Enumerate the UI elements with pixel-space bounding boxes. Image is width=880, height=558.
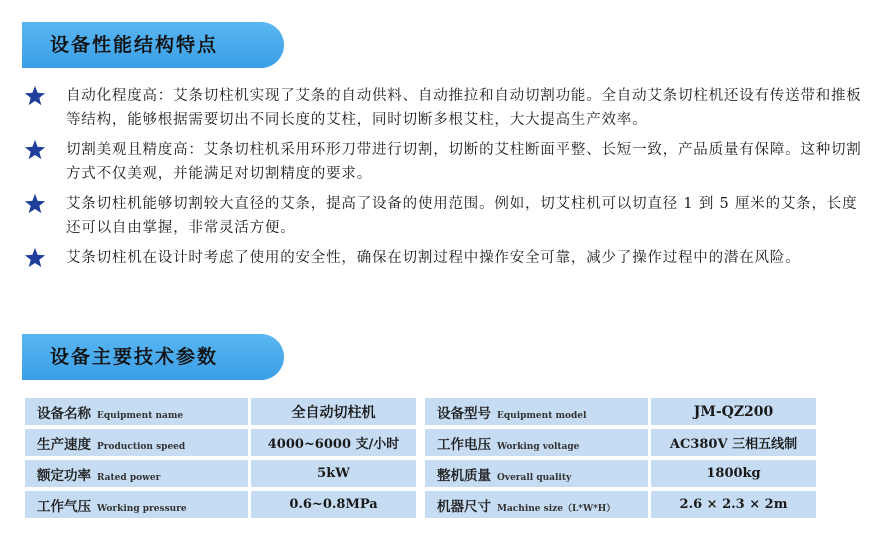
feature-item bbox=[22, 246, 867, 270]
spec-label: 工作电压 Working voltage bbox=[425, 429, 648, 456]
feature-text: 艾条切柱机能够切割较大直径的艾条，提高了设备的使用范围。例如，切艾柱机可以切直径 1 到 5 厘米的艾条，长度还可以自由掌握，非常灵活方便。 bbox=[66, 196, 858, 236]
spec-value: AC380V 三相五线制 bbox=[651, 429, 816, 456]
star-icon bbox=[24, 85, 46, 107]
section-banner-specs bbox=[22, 334, 284, 380]
spec-label: 机器尺寸 Machine size（L*W*H） bbox=[425, 491, 648, 518]
spec-value: 全自动切柱机 bbox=[251, 398, 416, 425]
spec-value: 0.6~0.8MPa bbox=[251, 491, 416, 518]
section-title-specs: 设备主要技术参数 bbox=[50, 346, 219, 368]
table-row bbox=[25, 491, 816, 518]
section-banner-features bbox=[22, 22, 284, 68]
spec-label: 工作气压 Working pressure bbox=[25, 491, 248, 518]
star-icon bbox=[24, 193, 46, 215]
spec-label: 设备型号 Equipment model bbox=[425, 398, 648, 425]
spec-label: 生产速度 Production speed bbox=[25, 429, 248, 456]
spec-table bbox=[22, 394, 819, 522]
spec-value: 5kW bbox=[251, 460, 416, 487]
table-row bbox=[25, 460, 816, 487]
table-row bbox=[25, 429, 816, 456]
feature-item bbox=[22, 138, 867, 186]
feature-list bbox=[22, 84, 867, 276]
spec-label: 整机质量 Overall quality bbox=[425, 460, 648, 487]
spec-label: 设备名称 Equipment name bbox=[25, 398, 248, 425]
feature-text: 切割美观且精度高：艾条切柱机采用环形刀带进行切割，切断的艾柱断面平整、长短一致，产品质量有保障。这种切割方式不仅美观，并能满足对切割精度的要求。 bbox=[66, 142, 862, 182]
table-row bbox=[25, 398, 816, 425]
star-icon bbox=[24, 139, 46, 161]
spec-value: 2.6 × 2.3 × 2m bbox=[651, 491, 816, 518]
star-icon bbox=[24, 247, 46, 269]
spec-value: 4000~6000 支/小时 bbox=[251, 429, 416, 456]
spec-label: 额定功率 Rated power bbox=[25, 460, 248, 487]
feature-text: 自动化程度高：艾条切柱机实现了艾条的自动供料、自动推拉和自动切割功能。全自动艾条切柱机还设有传送带和推板等结构，能够根据需要切出不同长度的艾柱，同时切断多根艾柱，大大提高生产效率。 bbox=[66, 88, 862, 128]
feature-item bbox=[22, 84, 867, 132]
feature-text: 艾条切柱机在设计时考虑了使用的安全性，确保在切割过程中操作安全可靠，减少了操作过程中的潜在风险。 bbox=[66, 250, 801, 266]
feature-item bbox=[22, 192, 867, 240]
spec-value: 1800kg bbox=[651, 460, 816, 487]
section-title-features: 设备性能结构特点 bbox=[50, 34, 219, 56]
spec-value: JM-QZ200 bbox=[651, 398, 816, 425]
